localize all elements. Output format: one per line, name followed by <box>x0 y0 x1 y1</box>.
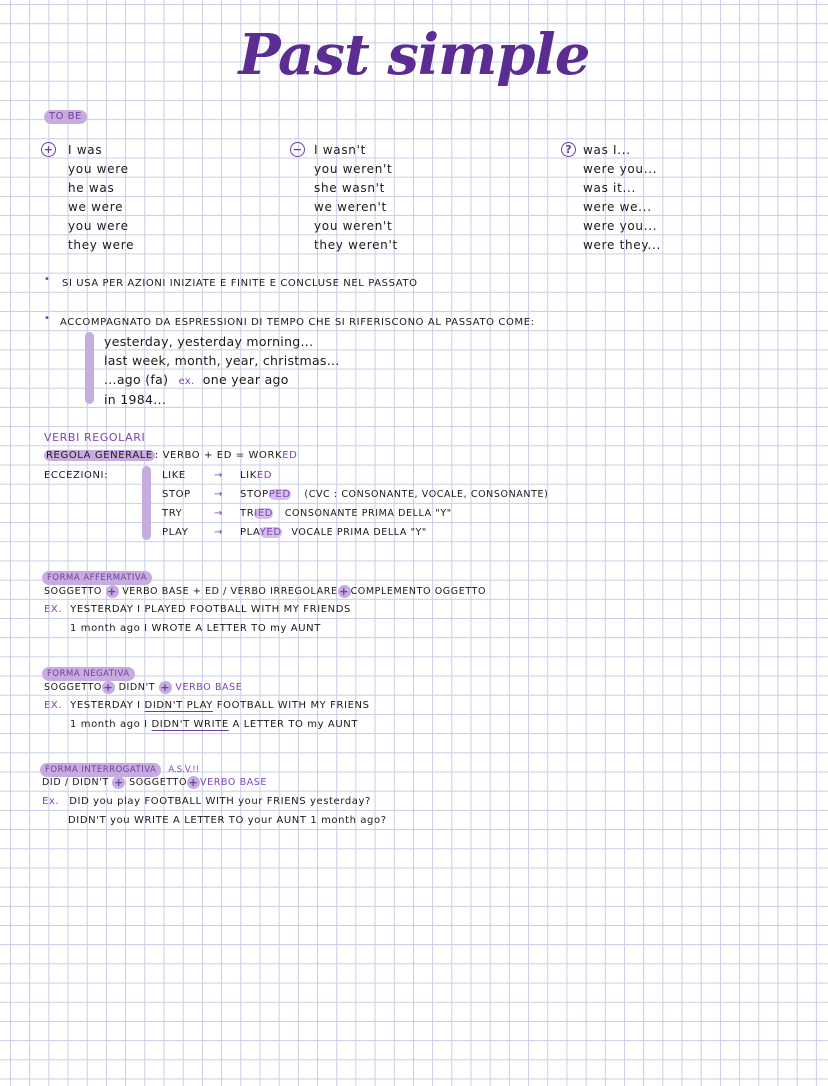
example-label: EX. <box>44 604 63 615</box>
expression-item: yesterday, yesterday morning... <box>104 334 314 349</box>
section-heading-negative: FORMA NEGATIVA <box>42 661 135 681</box>
conjugation-line: were we... <box>583 200 652 214</box>
expression-item: last week, month, year, christmas... <box>104 353 340 368</box>
arrow-icon: → <box>214 527 223 538</box>
expression-item: in 1984... <box>104 392 167 407</box>
interrogative-example-1: Ex. DID you play FOOTBALL WITH your FRIENS yesterday? <box>42 796 371 807</box>
plus-icon: + <box>339 585 349 598</box>
conjugation-line: were you... <box>583 219 658 233</box>
interrogative-note: A.S.V.!! <box>168 765 200 775</box>
conjugation-line: you were <box>68 162 129 176</box>
arrow-icon: → <box>214 489 223 500</box>
to-be-interrogative-list <box>583 143 661 252</box>
plus-icon: + <box>107 585 117 598</box>
conjugation-line: I was <box>68 143 103 157</box>
section-heading-regular-verbs: VERBI REGOLARI <box>44 431 146 444</box>
negative-structure: SOGGETTO + DIDN'T + VERBO BASE <box>44 681 243 694</box>
expressions-bracket <box>85 332 94 404</box>
arrow-icon: → <box>214 470 223 481</box>
exceptions-label: ECCEZIONI: <box>44 470 109 481</box>
conjugation-line: they weren't <box>314 238 398 252</box>
general-rule: REGOLA GENERALE : VERBO + ED = WORKED <box>46 450 298 461</box>
plus-icon: + <box>160 681 171 694</box>
arrow-icon: → <box>214 508 223 519</box>
to-be-label: TO BE <box>44 110 87 124</box>
conjugation-line: he was <box>68 181 115 195</box>
exception-row: LIKE → LIKED <box>162 470 273 481</box>
affirmative-example-2: 1 month ago I WROTE A LETTER TO my AUNT <box>70 623 321 634</box>
conjugation-line: you weren't <box>314 162 393 176</box>
to-be-affirmative-list <box>68 143 134 252</box>
bullet-icon: • <box>44 313 50 324</box>
negative-example-1: EX. YESTERDAY I DIDN'T PLAY FOOTBALL WITH MY FRIENS <box>44 700 370 711</box>
conjugation-line: were you... <box>583 162 658 176</box>
exception-row: PLAY → PLAYED VOCALE PRIMA DELLA "Y" <box>162 527 427 538</box>
page-title: Past simple <box>238 22 590 88</box>
affirmative-symbol-icon: + <box>41 139 56 158</box>
conjugation-line: you weren't <box>314 219 393 233</box>
conjugation-line: was it... <box>583 181 637 195</box>
usage-bullet-2: ACCOMPAGNATO DA ESPRESSIONI DI TEMPO CHE SI RIFERISCONO AL PASSATO COME: <box>60 317 535 328</box>
section-heading-to-be <box>44 104 87 124</box>
conjugation-line: you were <box>68 219 129 233</box>
section-heading-interrogative: FORMA INTERROGATIVA A.S.V.!! <box>40 757 199 777</box>
interrogative-example-2: DIDN'T you WRITE A LETTER TO your AUNT 1 month ago? <box>68 815 387 826</box>
plus-icon: + <box>114 776 124 789</box>
example-label: EX. <box>44 700 63 711</box>
conjugation-line: was I... <box>583 143 631 157</box>
affirmative-structure: SOGGETTO + VERBO BASE + ED / VERBO IRREGOLARE + COMPLEMENTO OGGETTO <box>44 585 487 598</box>
conjugation-line: were they... <box>583 238 661 252</box>
question-symbol-icon: ? <box>561 139 576 158</box>
conjugation-line: I wasn't <box>314 143 366 157</box>
negative-example-2: 1 month ago I DIDN'T WRITE A LETTER TO my AUNT <box>70 719 359 730</box>
example-label: ex. <box>178 376 195 387</box>
interrogative-structure: DID / DIDN'T + SOGGETTO + VERBO BASE <box>42 776 268 789</box>
to-be-negative-list <box>314 143 398 252</box>
conjugation-line: she wasn't <box>314 181 386 195</box>
plus-icon: + <box>188 776 199 789</box>
conjugation-line: we were <box>68 200 124 214</box>
conjugation-line: we weren't <box>314 200 387 214</box>
plus-icon: + <box>103 681 114 694</box>
negative-symbol-icon: − <box>290 139 305 158</box>
general-rule-label: REGOLA GENERALE <box>46 450 153 461</box>
bullet-icon: • <box>44 274 50 285</box>
affirmative-example-1: EX. YESTERDAY I PLAYED FOOTBALL WITH MY FRIENDS <box>44 604 351 615</box>
exception-row: STOP → STOPPED (CVC : CONSONANTE, VOCALE, CONSONANTE) <box>162 489 549 500</box>
conjugation-line: they were <box>68 238 135 252</box>
section-heading-affirmative: FORMA AFFERMATIVA <box>42 565 152 585</box>
expression-item: ...ago (fa) ex. one year ago <box>104 372 289 387</box>
usage-bullet-1: SI USA PER AZIONI INIZIATE E FINITE E CONCLUSE NEL PASSATO <box>62 278 418 289</box>
exceptions-bracket <box>142 466 151 540</box>
exception-row: TRY → TRIED CONSONANTE PRIMA DELLA "Y" <box>162 508 452 519</box>
example-label: Ex. <box>42 796 60 807</box>
